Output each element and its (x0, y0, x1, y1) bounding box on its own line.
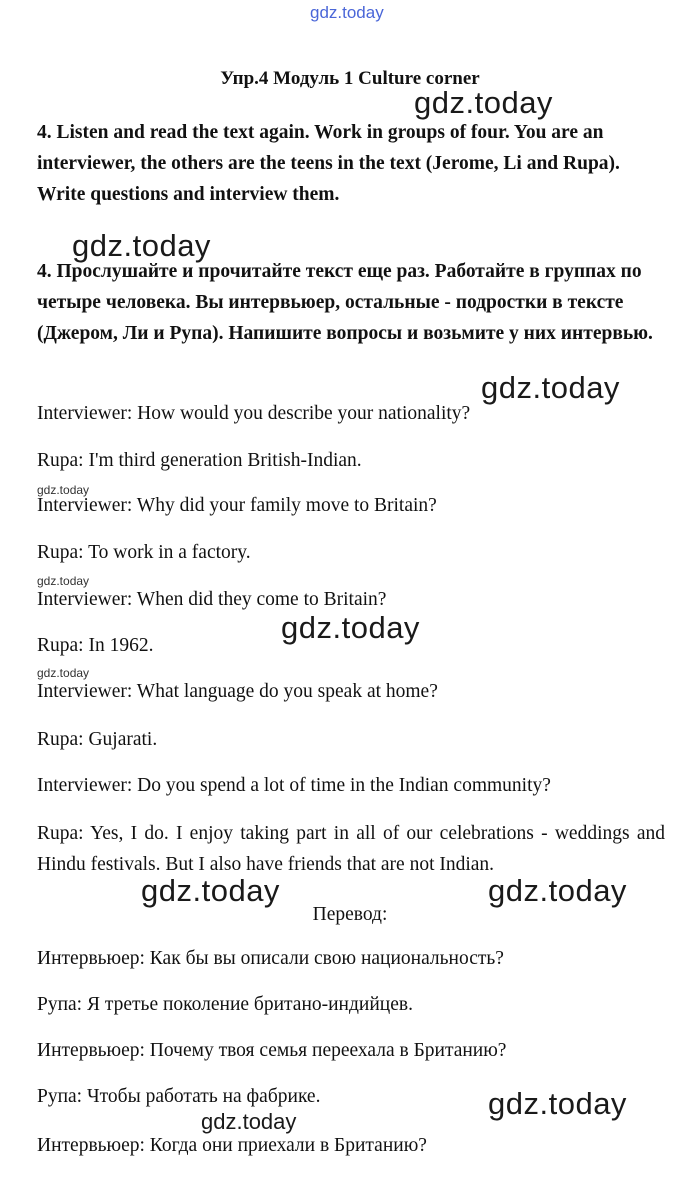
watermark-top: gdz.today (310, 3, 384, 22)
dialogue-line: Interviewer: How would you describe your nationality? (37, 403, 471, 424)
dialogue-line: Interviewer: Do you spend a lot of time in the Indian community? (37, 775, 551, 796)
watermark: gdz.today (37, 483, 90, 497)
translation-heading: Перевод: (312, 904, 388, 925)
dialogue-line: Rupa: In 1962. (37, 635, 154, 656)
translation-line: Интервьюер: Когда они приехали в Британию? (37, 1135, 427, 1156)
watermark: gdz.today (37, 574, 90, 588)
dialogue-line: Interviewer: What language do you speak at home? (37, 681, 438, 702)
translation-line: Рупа: Чтобы работать на фабрике. (37, 1086, 321, 1107)
dialogue-line: Interviewer: Why did your family move to Britain? (37, 495, 437, 516)
translation-line: Интервьюер: Почему твоя семья переехала в Британию? (37, 1040, 507, 1061)
watermark: gdz.today (141, 873, 280, 908)
dialogue-line: Rupa: Gujarati. (37, 729, 158, 750)
dialogue-line: Rupa: To work in a factory. (37, 542, 251, 563)
watermark: gdz.today (481, 370, 620, 405)
watermark: gdz.today (281, 610, 420, 645)
dialogue-line: Interviewer: When did they come to Britain? (37, 589, 387, 610)
watermark: gdz.today (201, 1109, 297, 1134)
watermark: gdz.today (414, 85, 553, 120)
dialogue-paragraph: Rupa: Yes, I do. I enjoy taking part in all of our celebrations - weddings and Hindu festivals. But I also have friends that are not Indian. (37, 823, 665, 875)
watermark: gdz.today (37, 666, 90, 680)
page-title: Упр.4 Модуль 1 Culture corner (220, 68, 480, 89)
translation-line: Рупа: Я третье поколение британо-индийцев. (37, 994, 413, 1015)
task-russian: 4. Прослушайте и прочитайте текст еще раз. Работайте в группах по четыре человека. Вы интервьюер, остальные - подростки в тексте (Джером, Ли и Рупа). Напишите вопросы и возьмите у них интервью. (37, 261, 653, 344)
translation-line: Интервьюер: Как бы вы описали свою национальность? (37, 948, 504, 969)
watermark: gdz.today (488, 1086, 627, 1121)
task-english: 4. Listen and read the text again. Work in groups of four. You are an interviewer, the others are the teens in the text (Jerome, Li and Rupa). Write questions and interview them. (37, 122, 620, 205)
dialogue-line: Rupa: I'm third generation British-Indian. (37, 450, 362, 471)
watermark: gdz.today (488, 873, 627, 908)
watermark: gdz.today (72, 228, 211, 263)
